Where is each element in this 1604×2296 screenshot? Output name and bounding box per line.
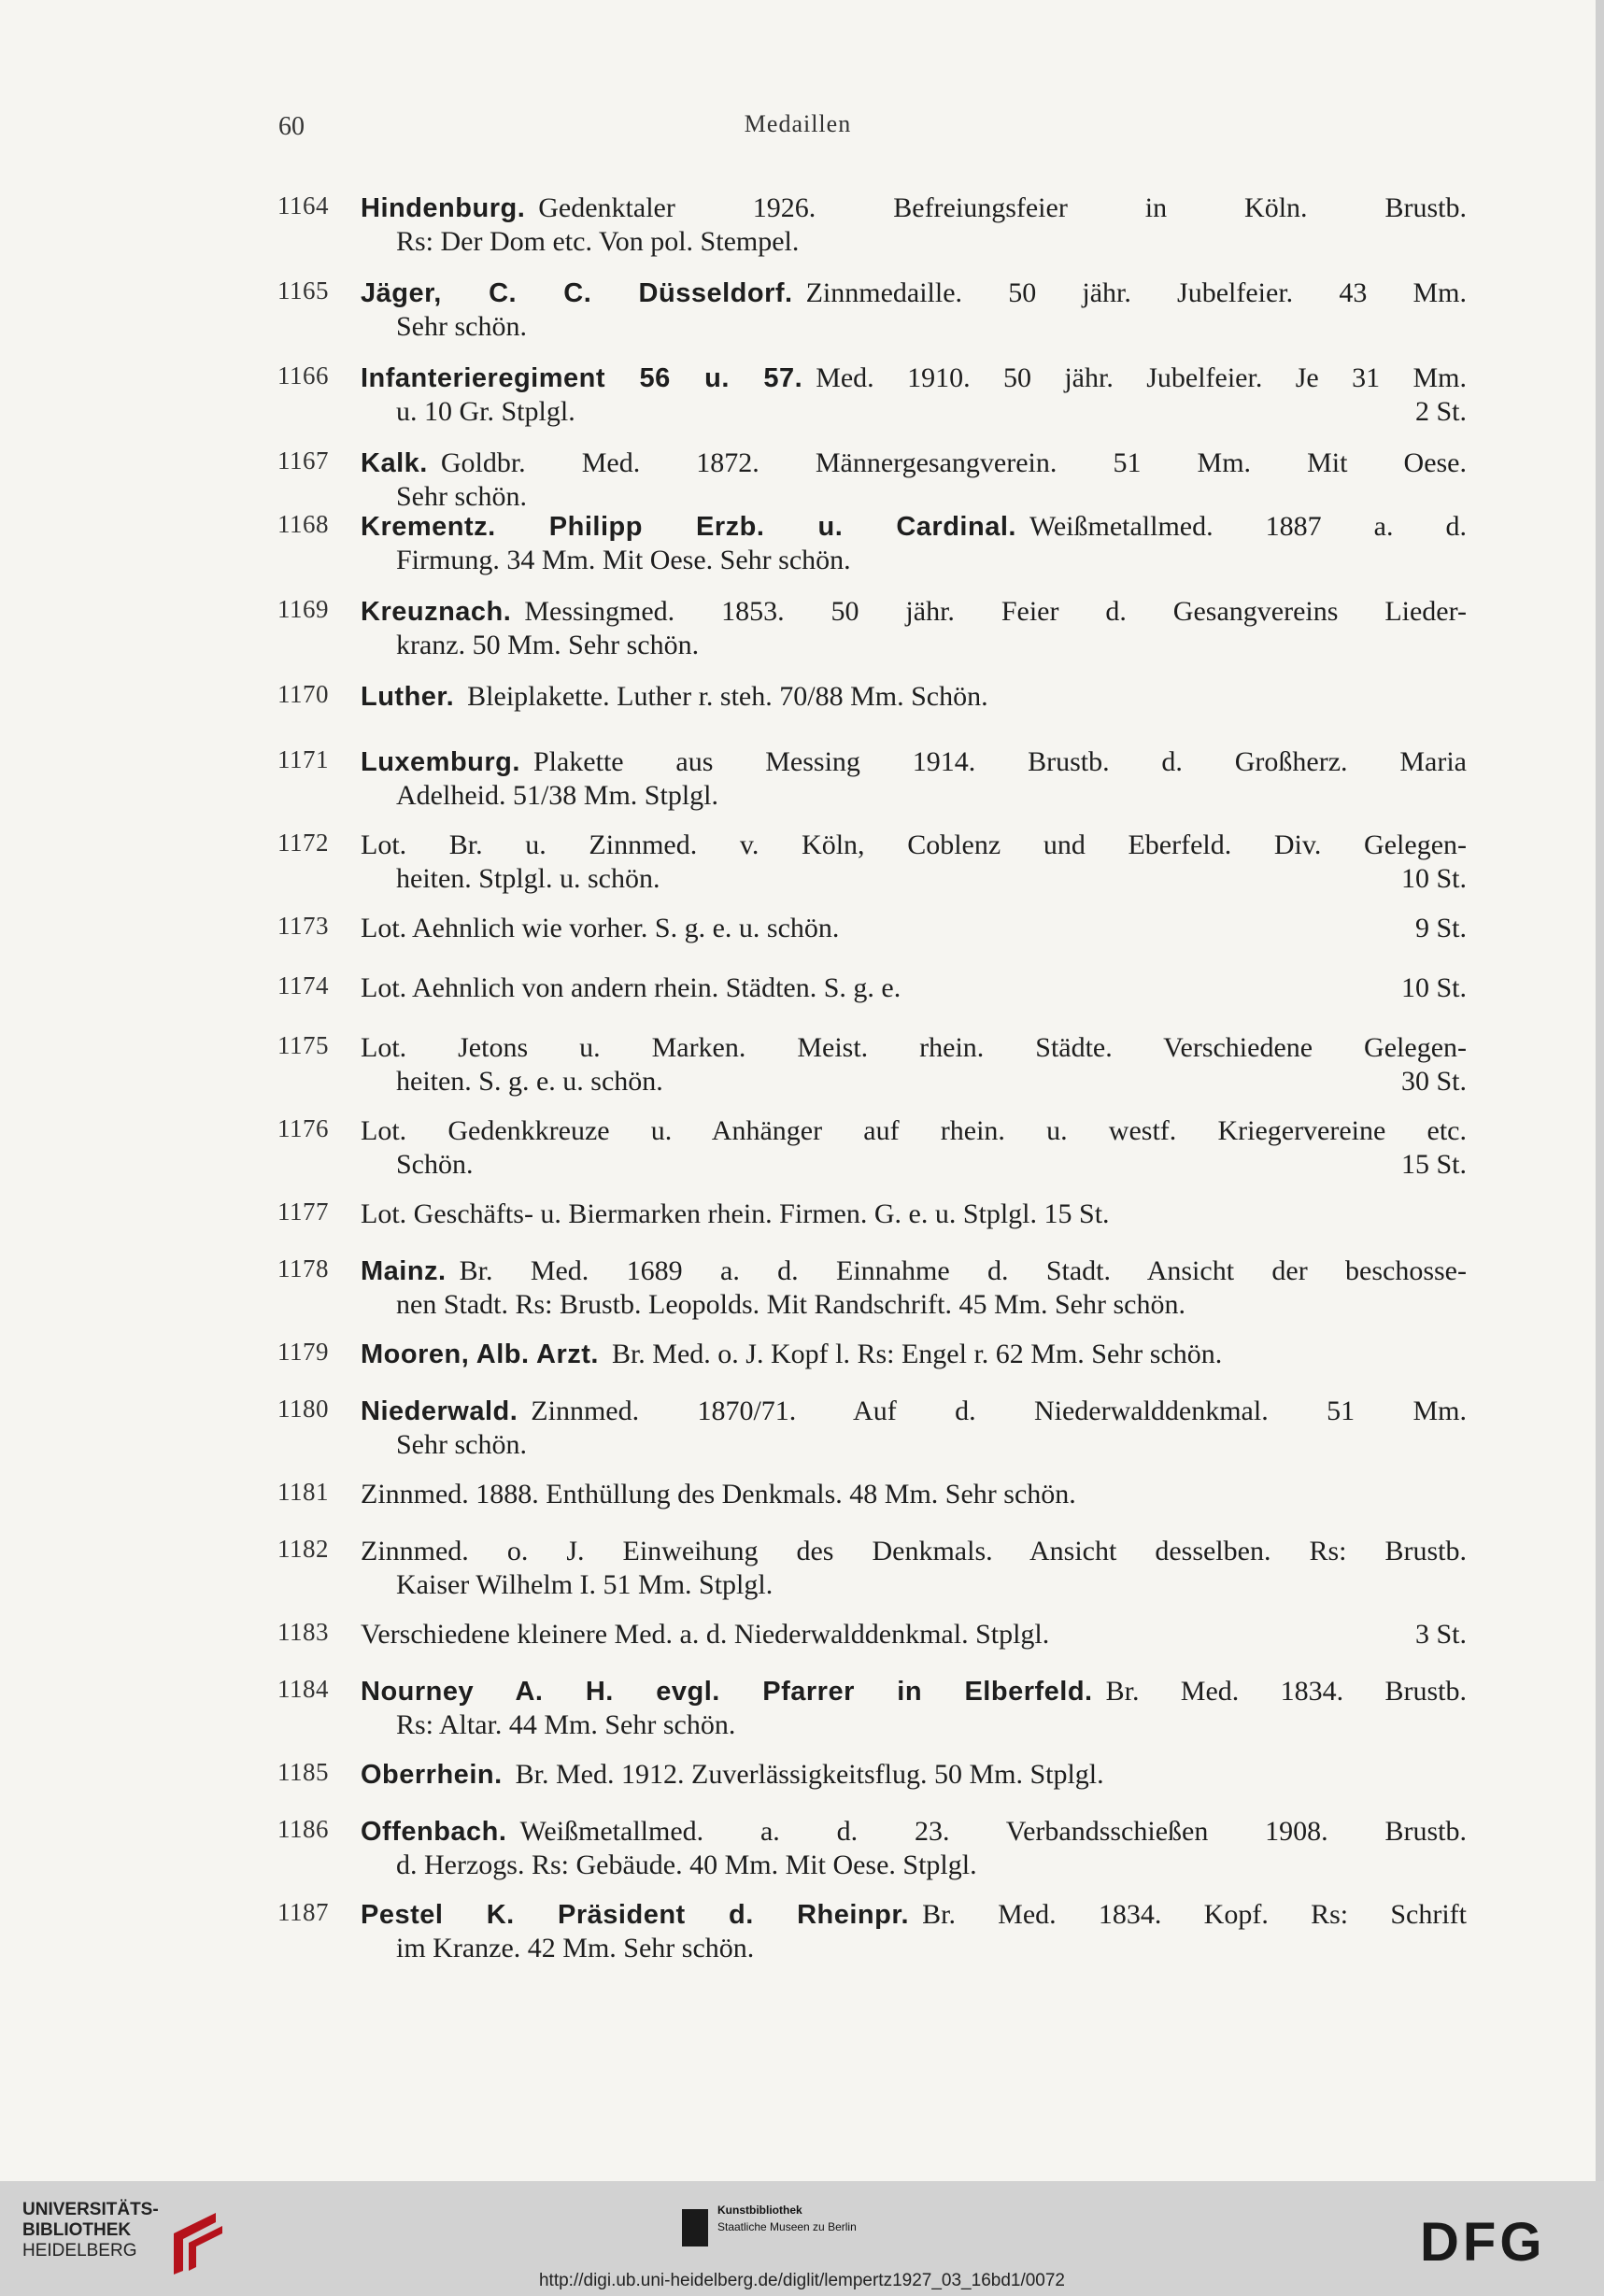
entry-number: 1173 [277, 912, 329, 940]
entry-number: 1169 [277, 595, 329, 623]
entry-description: Gedenktaler 1926. Befreiungsfeier in Köln. Brustb. [538, 192, 1467, 223]
entry-heading: Jäger, C. C. Düsseldorf. [361, 278, 793, 308]
kb-logo-line: Staatliche Museen zu Berlin [717, 2220, 857, 2233]
entry-heading: Offenbach. [361, 1817, 507, 1847]
entry-second-line: Sehr schön. [396, 481, 527, 512]
entry-number: 1166 [277, 361, 329, 390]
entry-number: 1179 [277, 1338, 329, 1366]
entry-first-line [361, 1815, 1467, 1849]
entry-heading: Pestel K. Präsident d. Rheinpr. [361, 1900, 910, 1930]
entry-heading: Krementz. Philipp Erzb. u. Cardinal. [361, 512, 1016, 542]
entry-description: Br. Med. o. J. Kopf l. Rs: Engel r. 62 Mm. Sehr schön. [611, 1339, 1223, 1369]
entry-second-line: Firmung. 34 Mm. Mit Oese. Sehr schön. [396, 545, 851, 575]
entry-first-line [361, 912, 1467, 945]
entry-second-line: kranz. 50 Mm. Sehr schön. [396, 630, 700, 660]
entry-number: 1171 [277, 745, 329, 773]
entry-number: 1182 [277, 1535, 329, 1563]
entry-first-line [361, 1618, 1467, 1651]
permalink-url[interactable]: http://digi.ub.uni-heidelberg.de/diglit/lempertz1927_03_16bd1/0072 [538, 2271, 1066, 2290]
entry-heading: Mooren, Alb. Arzt. [361, 1339, 599, 1369]
entry-description: Br. Med. 1689 a. d. Einnahme d. Stadt. Ansicht der beschosse- [459, 1255, 1467, 1286]
entry-description: Plakette aus Messing 1914. Brustb. d. Großherz. Maria [532, 746, 1467, 777]
entry-description: Br. Med. 1834. Brustb. [1105, 1676, 1467, 1707]
entry-first-line [361, 1535, 1467, 1568]
entry-number: 1186 [277, 1815, 329, 1843]
entry-description: Lot. Gedenkkreuze u. Anhänger auf rhein. u. westf. Kriegervereine etc. [361, 1115, 1467, 1146]
entry-second-line: Schön. [396, 1149, 474, 1180]
entry-description: Weißmetallmed. 1887 a. d. [1029, 511, 1468, 542]
entry-second-line: im Kranze. 42 Mm. Sehr schön. [396, 1933, 755, 1963]
entry-second-line: heiten. S. g. e. u. schön. [396, 1066, 663, 1097]
entry-description: Zinnmed. 1870/71. Auf d. Niederwalddenkmal. 51 Mm. [531, 1396, 1467, 1426]
entry-first-line [361, 1198, 1467, 1231]
entry-quantity: 10 St. [1400, 863, 1467, 894]
entry-first-line [361, 276, 1467, 310]
entry-second-line: Kaiser Wilhelm I. 51 Mm. Stplgl. [396, 1569, 774, 1600]
entry-heading: Kalk. [361, 448, 428, 478]
entry-second-line: heiten. Stplgl. u. schön. [396, 863, 660, 894]
entry-second-line: d. Herzogs. Rs: Gebäude. 40 Mm. Mit Oese. Stplgl. [396, 1850, 977, 1880]
entry-first-line [361, 191, 1467, 225]
dfg-logo[interactable]: DFG [1420, 2212, 1546, 2273]
entry-number: 1177 [277, 1198, 329, 1226]
entry-description: Verschiedene kleinere Med. a. d. Niederwalddenkmal. Stplgl. [361, 1619, 1050, 1650]
entry-first-line [361, 971, 1467, 1005]
entry-heading: Niederwald. [361, 1396, 518, 1426]
entry-first-line [361, 1338, 1467, 1371]
entry-first-line [361, 1395, 1467, 1428]
entry-number: 1184 [277, 1675, 329, 1703]
entry-first-line [361, 1758, 1467, 1792]
entry-number: 1187 [277, 1898, 329, 1926]
entry-first-line [361, 745, 1467, 779]
entry-description: Lot. Jetons u. Marken. Meist. rhein. Städte. Verschiedene Gelegen- [361, 1032, 1467, 1063]
entry-heading: Mainz. [361, 1256, 447, 1286]
entry-heading: Infanterieregiment 56 u. 57. [361, 363, 803, 393]
entry-first-line [361, 446, 1467, 480]
entry-number: 1165 [277, 276, 329, 305]
entry-quantity: 15 St. [1400, 1149, 1467, 1180]
ub-heidelberg-logo[interactable] [22, 2196, 228, 2280]
footer-bar [0, 2181, 1604, 2296]
entry-quantity: 3 St. [1414, 1619, 1467, 1650]
entry-description: Med. 1910. 50 jähr. Jubelfeier. Je 31 Mm. [816, 362, 1468, 393]
entry-description: Bleiplakette. Luther r. steh. 70/88 Mm. Schön. [467, 681, 988, 712]
entry-description: Zinnmed. 1888. Enthüllung des Denkmals. 48 Mm. Sehr schön. [361, 1479, 1076, 1509]
entry-number: 1164 [277, 191, 329, 220]
entry-quantity: 9 St. [1414, 913, 1467, 943]
entry-number: 1172 [277, 829, 329, 857]
page-number: 60 [278, 112, 305, 141]
entry-second-line: Sehr schön. [396, 311, 527, 342]
entry-description: Messingmed. 1853. 50 jähr. Feier d. Gesangvereins Lieder- [524, 596, 1467, 627]
entry-number: 1175 [277, 1031, 329, 1059]
entry-description: Zinnmedaille. 50 jähr. Jubelfeier. 43 Mm. [805, 277, 1468, 308]
entry-number: 1168 [277, 510, 329, 538]
entry-description: Br. Med. 1912. Zuverlässigkeitsflug. 50 Mm. Stplgl. [515, 1759, 1104, 1790]
entry-number: 1181 [277, 1478, 329, 1506]
entry-description: Weißmetallmed. a. d. 23. Verbandsschießen 1908. Brustb. [519, 1816, 1467, 1847]
entry-number: 1180 [277, 1395, 329, 1423]
entry-heading: Nourney A. H. evgl. Pfarrer in Elberfeld. [361, 1677, 1093, 1707]
entry-number: 1185 [277, 1758, 329, 1786]
entry-number: 1170 [277, 680, 329, 708]
entry-description: Br. Med. 1834. Kopf. Rs: Schrift [922, 1899, 1467, 1930]
entry-description: Goldbr. Med. 1872. Männergesangverein. 51 Mm. Mit Oese. [440, 447, 1467, 478]
entry-second-line: Rs: Altar. 44 Mm. Sehr schön. [396, 1709, 736, 1740]
entry-second-line: u. 10 Gr. Stplgl. [396, 396, 575, 427]
entry-description: Zinnmed. o. J. Einweihung des Denkmals. Ansicht desselben. Rs: Brustb. [361, 1536, 1467, 1566]
entry-first-line [361, 510, 1467, 544]
entry-heading: Luther. [361, 682, 455, 712]
ub-logo-line: BIBLIOTHEK [22, 2220, 132, 2240]
kunstbibliothek-logo[interactable] [682, 2202, 925, 2258]
entry-first-line [361, 361, 1467, 395]
entry-first-line [361, 1031, 1467, 1065]
entry-quantity: 10 St. [1400, 972, 1467, 1003]
ub-emblem-icon [164, 2205, 230, 2280]
page-header: Medaillen [744, 110, 852, 137]
entry-first-line [361, 1675, 1467, 1708]
ub-logo-line: UNIVERSITÄTS- [22, 2200, 159, 2219]
entry-number: 1174 [277, 971, 329, 999]
entry-number: 1176 [277, 1114, 329, 1142]
entry-number: 1167 [277, 446, 329, 475]
ub-logo-line: HEIDELBERG [22, 2241, 137, 2261]
entry-quantity: 30 St. [1400, 1066, 1467, 1097]
entry-number: 1178 [277, 1254, 329, 1283]
entry-description: Lot. Br. u. Zinnmed. v. Köln, Coblenz und Eberfeld. Div. Gelegen- [361, 829, 1467, 860]
entry-first-line [361, 595, 1467, 629]
entry-first-line [361, 1478, 1467, 1511]
entry-description: Lot. Aehnlich wie vorher. S. g. e. u. schön. [361, 913, 840, 943]
entry-first-line [361, 1254, 1467, 1288]
entry-second-line: Sehr schön. [396, 1429, 527, 1460]
entry-heading: Oberrhein. [361, 1760, 503, 1790]
entry-description: Lot. Geschäfts- u. Biermarken rhein. Firmen. G. e. u. Stplgl. 15 St. [361, 1198, 1110, 1229]
kunstbibliothek-icon [682, 2209, 708, 2246]
entry-heading: Kreuznach. [361, 597, 512, 627]
entry-quantity: 2 St. [1414, 396, 1467, 427]
entry-heading: Hindenburg. [361, 193, 526, 223]
entry-first-line [361, 680, 1467, 714]
kb-logo-line: Kunstbibliothek [717, 2204, 802, 2217]
entry-number: 1183 [277, 1618, 329, 1646]
entry-second-line: nen Stadt. Rs: Brustb. Leopolds. Mit Randschrift. 45 Mm. Sehr schön. [396, 1289, 1185, 1320]
entry-second-line: Adelheid. 51/38 Mm. Stplgl. [396, 780, 718, 811]
entry-first-line [361, 829, 1467, 862]
entry-first-line [361, 1114, 1467, 1148]
entry-description: Lot. Aehnlich von andern rhein. Städten. S. g. e. [361, 972, 901, 1003]
entry-second-line: Rs: Der Dom etc. Von pol. Stempel. [396, 226, 800, 257]
entry-heading: Luxemburg. [361, 747, 520, 777]
entry-first-line [361, 1898, 1467, 1932]
